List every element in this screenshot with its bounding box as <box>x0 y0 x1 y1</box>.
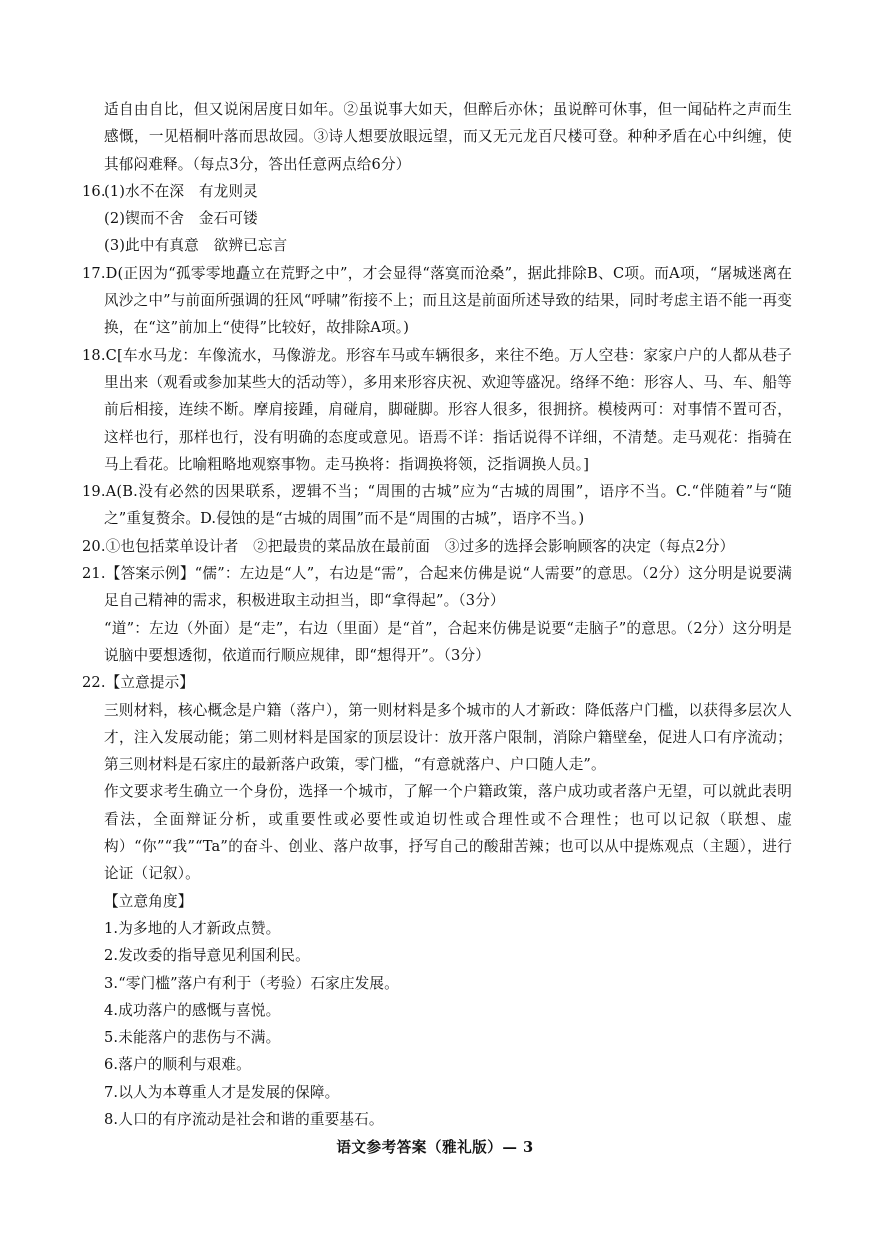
q16-item-1: (1)水不在深 有龙则灵 <box>104 182 258 200</box>
q22-angle-7: 7.以人为本尊重人才是发展的保障。 <box>104 1083 340 1101</box>
q22-para-2: 作文要求考生确立一个身份，选择一个城市，了解一个户籍政策，落户成功或者落户无望，可以就此表明看法，全面辩证分析，或重要性或必要性或迫切性或合理性或不合理性；也可以记叙（联想、虚构）“你”“我”“Ta”的奋斗、创业、落户故事，抒写自己的酸甜苦辣；也可以从中提炼观点（主题），进行论证（记叙）。 <box>104 783 792 883</box>
q22-angle-6: 6.落户的顺利与艰难。 <box>104 1056 251 1074</box>
q22-angle-4: 4.成功落户的感慨与喜悦。 <box>104 1001 281 1019</box>
page-footer: 语文参考答案（雅礼版）— 3 <box>336 1139 534 1156</box>
q16-item-2: (2)锲而不舍 金石可镂 <box>104 210 258 228</box>
q20-answer: 20.①也包括菜单设计者 ②把最贵的菜品放在最前面 ③过多的选择会影响顾客的决定（每点2分） <box>82 537 735 555</box>
q22-angle-3: 3.“零门槛”落户有利于（考验）石家庄发展。 <box>104 974 399 992</box>
q16-item-3: (3)此中有真意 欲辨已忘言 <box>104 237 288 255</box>
q16-number: 16. <box>82 182 106 200</box>
q17-answer: 17.D(正因为“孤零零地矗立在荒野之中”，才会显得“落寞而沧桑”，据此排除B、C项。而A项，“屠城迷离在风沙之中”与前面所强调的狂风“呼啸”衔接不上；而且这是前面所述导致的结果，同时考虑主语不能一再变换，在“这”前加上“使得”比较好，故排除A项。) <box>82 264 792 337</box>
q22-angles-title: 【立意角度】 <box>104 892 193 910</box>
q21-answer-dao: “道”：左边（外面）是“走”，右边（里面）是“首”，合起来仿佛是说要“走脑子”的意思。（2分）这分明是说脑中要想透彻，依道而行顺应规律，即“想得开”。（3分） <box>104 619 792 664</box>
q22-angle-2: 2.发改委的指导意见利国利民。 <box>104 947 310 965</box>
q21-answer-ru: 21.【答案示例】“儒”：左边是“人”，右边是“需”，合起来仿佛是说“人需要”的意思。（2分）这分明是说要满足自己精神的需求，积极进取主动担当，即“拿得起”。（3分） <box>82 565 792 610</box>
q22-para-1: 三则材料，核心概念是户籍（落户），第一则材料是多个城市的人才新政：降低落户门槛，以获得多层次人才，注入发展动能；第二则材料是国家的顶层设计：放开落户限制，消除户籍壁垒，促进人口有序流动；第三则材料是石家庄的最新落户政策，零门槛，“有意就落户、户口随人走”。 <box>104 701 792 774</box>
q19-answer: 19.A(B.没有必然的因果联系，逻辑不当；“周围的古城”应为“古城的周围”，语序不当。C.“伴随着”与“随之”重复赘余。D.侵蚀的是“古城的周围”而不是“周围的古城”，语序不当。) <box>82 483 792 528</box>
q22-angle-8: 8.人口的有序流动是社会和谐的重要基石。 <box>104 1110 384 1128</box>
q22-title: 22.【立意提示】 <box>82 674 195 692</box>
q18-answer: 18.C[车水马龙：车像流水，马像游龙。形容车马或车辆很多，来往不绝。万人空巷：家家户户的人都从巷子里出来（观看或参加某些大的活动等），多用来形容庆祝、欢迎等盛况。络绎不绝：形容人、马、车、船等前后相接，连续不断。摩肩接踵，肩碰肩，脚碰脚。形容人很多，很拥挤。模棱两可：对事情不置可否，这样也行，那样也行，没有明确的态度或意见。语焉不详：指话说得不详细，不清楚。走马观花：指骑在马上看花。比喻粗略地观察事物。走马换将：指调换将领，泛指调换人员。] <box>82 346 792 473</box>
q15-continuation: 适自由自比，但又说闲居度日如年。②虽说事大如天，但醉后亦休；虽说醉可休事，但一闻砧杵之声而生感慨，一见梧桐叶落而思故园。③诗人想要放眼远望，而又无元龙百尺楼可登。种种矛盾在心中纠缠，使其郁闷难释。（每点3分，答出任意两点给6分） <box>104 101 792 173</box>
answer-content <box>82 96 792 1133</box>
q22-angle-5: 5.未能落户的悲伤与不满。 <box>104 1029 281 1047</box>
q22-angle-1: 1.为多地的人才新政点赞。 <box>104 919 281 937</box>
